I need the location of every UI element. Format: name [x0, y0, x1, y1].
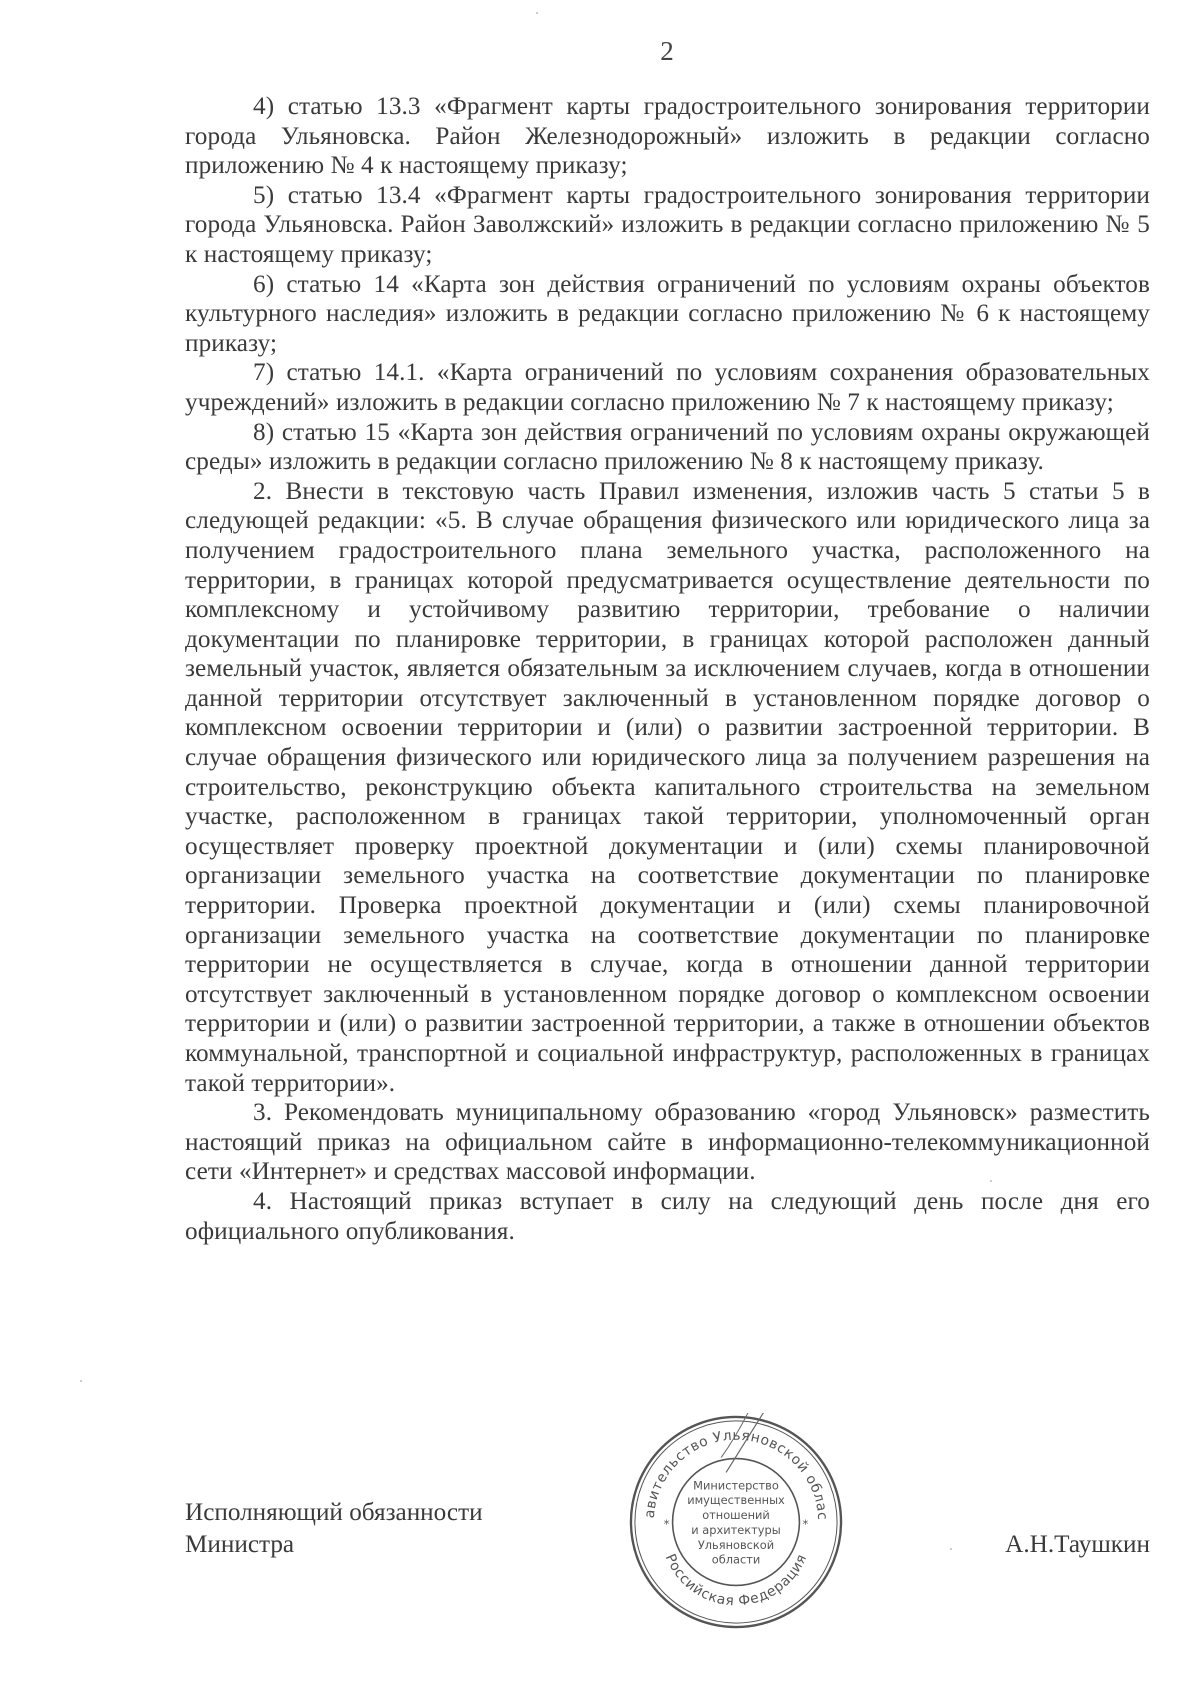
scan-speck	[990, 1180, 992, 1182]
official-seal	[627, 1413, 845, 1631]
signer-position	[185, 1497, 483, 1561]
seal-center-line: Ульяновской	[697, 1537, 775, 1552]
scan-speck	[80, 1380, 82, 1382]
seal-center-line: и архитектуры	[691, 1522, 781, 1537]
paragraph-item-6: 6) статью 14 «Карта зон действия ограничений по условиям охраны объектов культурного наследия» изложить в редакции согласно приложению № 6 к настоящему приказу;	[185, 270, 1150, 357]
signer-name: А.Н.Таушкин	[1005, 1531, 1150, 1558]
page-number: 2	[660, 36, 674, 66]
paragraph-section-4: 4. Настоящий приказ вступает в силу на следующий день после дня его официального опубликования.	[185, 1187, 1150, 1245]
seal-center-line: отношений	[702, 1508, 770, 1523]
paragraph-item-8: 8) статью 15 «Карта зон действия ограничений по условиям охраны окружающей среды» изложить в редакции согласно приложению № 8 к настоящему приказу.	[185, 418, 1150, 476]
seal-text-top: авительство Ульяновской облас	[641, 1427, 831, 1521]
paragraph-item-7: 7) статью 14.1. «Карта ограничений по условиям сохранения образовательных учреждений» изложить в редакции согласно приложению № 7 к настоящему приказу;	[185, 359, 1150, 416]
paragraph-item-4: 4) статью 13.3 «Фрагмент карты градостроительного зонирования территории города Ульяновска. Район Железнодорожный» изложить в редакции согласно приложению № 4 к настоящему приказу;	[185, 93, 1150, 180]
scan-speck	[950, 1548, 952, 1550]
signer-position-line1: Исполняющий обязанности	[185, 1499, 483, 1526]
seal-star-left-icon: *	[663, 1516, 670, 1531]
document-body	[185, 92, 1150, 1246]
seal-graphic	[627, 1413, 845, 1631]
seal-center-line: области	[711, 1552, 761, 1567]
signer-position-line2: Министра	[185, 1531, 295, 1558]
seal-star-right-icon: *	[802, 1516, 809, 1531]
paragraph-section-2: 2. Внести в текстовую часть Правил изменения, изложив часть 5 статьи 5 в следующей редакции: «5. В случае обращения физического или юридического лица за получением градостроительного плана земельного участка, расположенного на территории, в границах которой предусматривается осуществление деятельности по комплексному и устойчивому развитию территории, требование о наличии документации по планировке территории, в границах которой расположен данный земельный участок, является обязательным за исключением случаев, когда в отношении данной территории отсутствует заключенный в установленном порядке договор о комплексном освоении территории и (или) о развитии застроенной территории. В случае обращения физического или юридического лица за получением разрешения на строительство, реконструкцию объекта капитального строительства на земельном участке, расположенном в границах такой территории, уполномоченный орган осуществляет проверку проектной документации и (или) схемы планировочной организации земельного участка на соответствие документации по планировке территории. Проверка проектной документации и (или) схемы планировочной организации земельного участка на соответствие документации по планировке территории не осуществляется в случае, когда в отношении данной территории отсутствует заключенный в установленном порядке договор о комплексном освоении территории и (или) о развитии застроенной территории, а также в отношении объектов коммунальной, транспортной и социальной инфраструктур, расположенных в границах такой территории».	[185, 477, 1150, 1097]
seal-center-line: имущественных	[687, 1493, 785, 1508]
scan-speck	[536, 12, 538, 14]
seal-center-line: Министерство	[693, 1478, 779, 1493]
seal-center-text	[687, 1478, 785, 1566]
paragraph-section-3: 3. Рекомендовать муниципальному образованию «город Ульяновск» разместить настоящий приказ на официальном сайте в информационно-телекоммуникационной сети «Интернет» и средствах массовой информации.	[185, 1099, 1150, 1186]
seal-text-bottom: Российская Федерация	[661, 1551, 811, 1610]
paragraph-item-5: 5) статью 13.4 «Фрагмент карты градостроительного зонирования территории города Ульяновска. Район Заволжский» изложить в редакции согласно приложению № 5 к настоящему приказу;	[185, 181, 1150, 268]
